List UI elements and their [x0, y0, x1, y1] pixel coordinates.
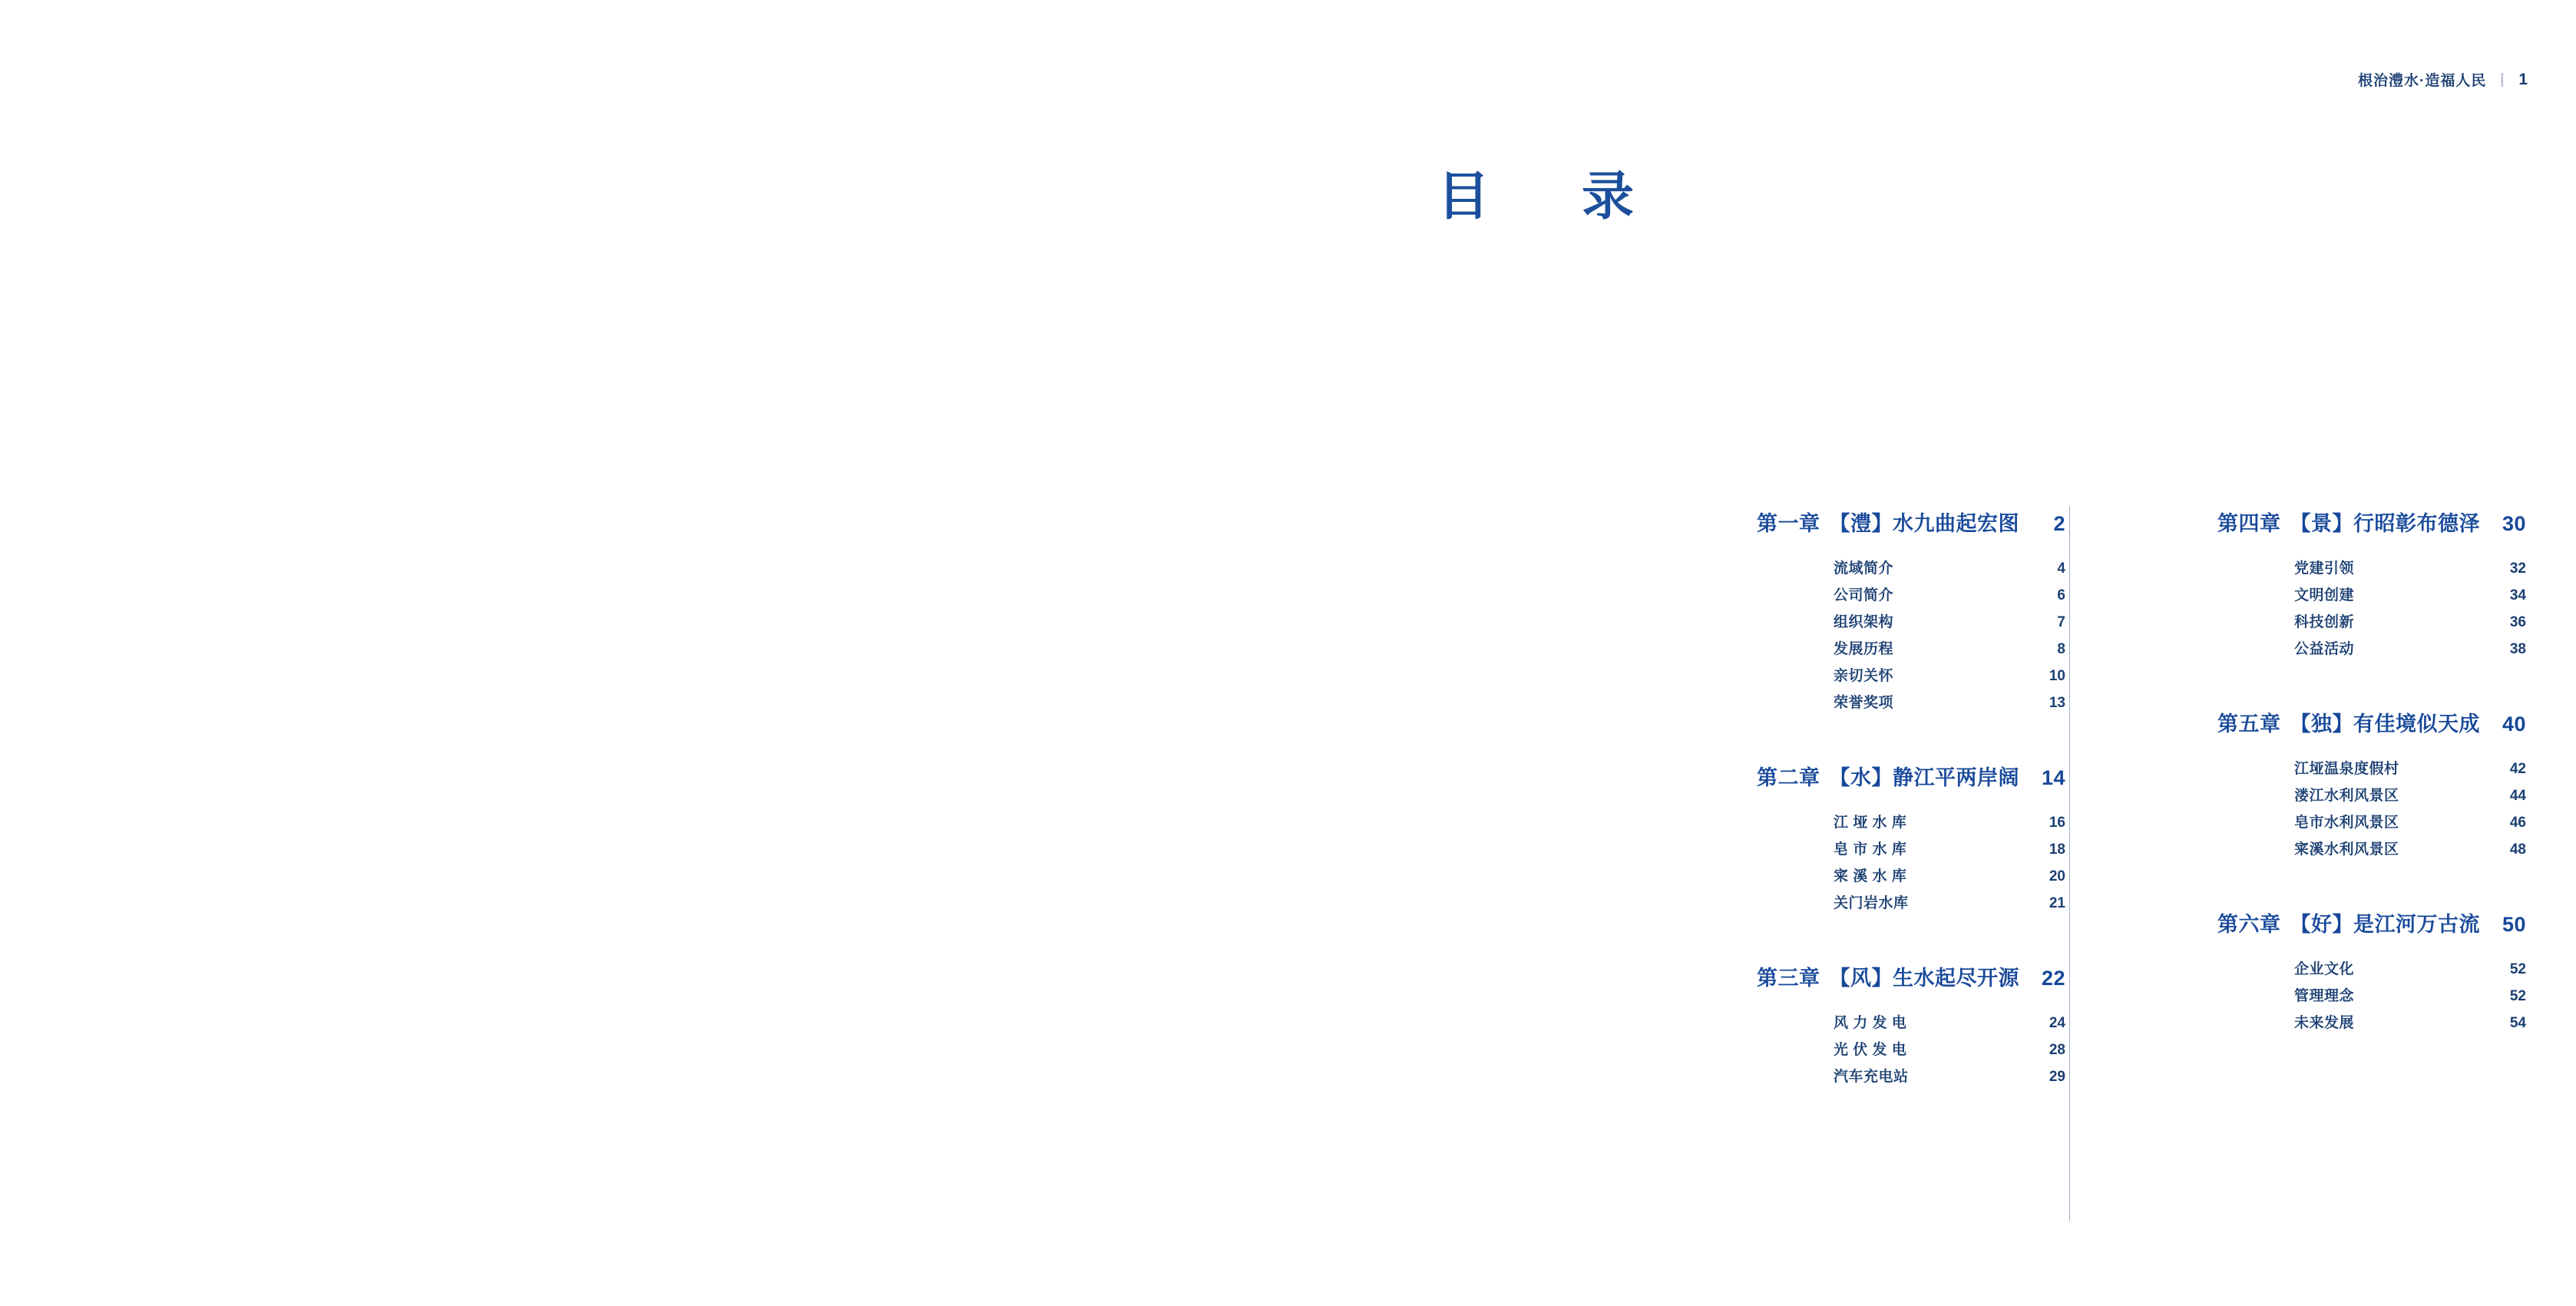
- toc-entry-label: 公益活动: [2294, 641, 2355, 657]
- toc-entry-list: [2111, 956, 2526, 1037]
- toc-entry-label: 江 垭 水 库: [1834, 815, 1907, 831]
- toc-entry-page: 38: [2509, 641, 2526, 657]
- toc-entry[interactable]: [1651, 609, 2065, 636]
- toc-entry-page: 46: [2509, 815, 2526, 831]
- toc-entry-label: 企业文化: [2294, 961, 2355, 977]
- toc-chapter-page: 14: [2041, 766, 2065, 789]
- toc-entry[interactable]: [2111, 755, 2526, 782]
- toc-chapter-page: 22: [2041, 967, 2065, 990]
- toc-entry[interactable]: [2111, 609, 2526, 636]
- toc-chapter[interactable]: [1651, 961, 2065, 1090]
- toc-entry-page: 52: [2509, 961, 2526, 977]
- toc-column-left: [1651, 507, 2065, 1090]
- toc-entry-page: 36: [2509, 614, 2526, 630]
- toc-entry-label: 宷溪水利风景区: [2294, 841, 2399, 858]
- toc-entry-label: 荣誉奖项: [1834, 695, 1894, 711]
- toc-entry-page: 18: [2049, 841, 2065, 858]
- toc-entry[interactable]: [1651, 863, 2065, 890]
- toc-entry[interactable]: [1651, 555, 2065, 582]
- toc-chapter-title: 【好】是江河万古流: [2290, 913, 2480, 936]
- toc-chapter-number: 第五章: [2217, 713, 2281, 736]
- toc-entry-page: 48: [2509, 841, 2526, 858]
- toc-chapter[interactable]: [1651, 507, 2065, 716]
- table-of-contents: [1651, 507, 2534, 1090]
- toc-entry-label: 汽车充电站: [1834, 1069, 1909, 1085]
- toc-chapter-title: 【水】静江平两岸阔: [1829, 766, 2019, 789]
- toc-entry-page: 13: [2049, 695, 2065, 711]
- toc-entry-label: 宷 溪 水 库: [1834, 868, 1907, 884]
- toc-entry-label: 江垭温泉度假村: [2294, 761, 2399, 777]
- toc-chapter[interactable]: [1651, 761, 2065, 917]
- toc-entry[interactable]: [1651, 636, 2065, 663]
- page-title: 目 录: [1437, 167, 1655, 226]
- toc-chapter-page: 50: [2502, 913, 2526, 936]
- toc-entry-page: 4: [2057, 560, 2065, 577]
- toc-entry-label: 党建引领: [2294, 560, 2355, 577]
- toc-chapter-number: 第三章: [1757, 967, 1820, 990]
- toc-entry-page: 42: [2509, 761, 2526, 777]
- toc-entry-label: 发展历程: [1834, 641, 1894, 657]
- toc-entry[interactable]: [2111, 983, 2526, 1010]
- toc-entry[interactable]: [1651, 689, 2065, 716]
- toc-chapter[interactable]: [2111, 908, 2526, 1037]
- toc-entry-page: 34: [2509, 587, 2526, 603]
- toc-entry-page: 10: [2049, 668, 2065, 684]
- toc-entry-label: 文明创建: [2294, 587, 2355, 603]
- toc-chapter-title: 【独】有佳境似天成: [2290, 713, 2480, 736]
- toc-entry-list: [1651, 555, 2065, 716]
- toc-chapter-heading[interactable]: [2111, 507, 2526, 537]
- toc-chapter-page: 40: [2502, 713, 2526, 736]
- toc-entry[interactable]: [2111, 809, 2526, 836]
- toc-entry-page: 16: [2049, 815, 2065, 831]
- toc-entry-page: 6: [2057, 587, 2065, 603]
- toc-entry-label: 科技创新: [2294, 614, 2355, 630]
- toc-entry-label: 未来发展: [2294, 1015, 2355, 1031]
- toc-entry-label: 皂 市 水 库: [1834, 841, 1907, 858]
- toc-chapter-page: 30: [2502, 512, 2526, 535]
- toc-entry-page: 24: [2049, 1015, 2065, 1031]
- toc-entry[interactable]: [2111, 636, 2526, 663]
- toc-entry-list: [1651, 1010, 2065, 1090]
- toc-chapter-heading[interactable]: [1651, 507, 2065, 537]
- toc-chapter-heading[interactable]: [2111, 707, 2526, 737]
- page-number: 1: [2518, 70, 2528, 88]
- toc-chapter-heading[interactable]: [1651, 761, 2065, 791]
- toc-entry-list: [2111, 755, 2526, 863]
- toc-column-right: [2065, 507, 2526, 1090]
- toc-entry[interactable]: [2111, 555, 2526, 582]
- toc-chapter-title: 【景】行昭彰布德泽: [2290, 512, 2480, 535]
- toc-entry[interactable]: [1651, 1037, 2065, 1063]
- toc-chapter-number: 第二章: [1757, 766, 1820, 789]
- toc-entry[interactable]: [2111, 1010, 2526, 1037]
- toc-entry-list: [2111, 555, 2526, 663]
- toc-entry-page: 20: [2049, 868, 2065, 884]
- toc-entry-page: 52: [2509, 988, 2526, 1004]
- toc-chapter-number: 第六章: [2217, 913, 2281, 936]
- toc-entry-page: 28: [2049, 1042, 2065, 1058]
- toc-entry[interactable]: [2111, 836, 2526, 863]
- toc-chapter-number: 第一章: [1757, 512, 1820, 535]
- toc-entry[interactable]: [1651, 836, 2065, 863]
- toc-entry[interactable]: [2111, 582, 2526, 609]
- toc-entry-list: [1651, 809, 2065, 917]
- toc-entry[interactable]: [1651, 1010, 2065, 1037]
- running-header: [2358, 69, 2528, 90]
- toc-entry-label: 关门岩水库: [1834, 895, 1909, 911]
- toc-entry-label: 光 伏 发 电: [1834, 1042, 1907, 1058]
- toc-entry[interactable]: [1651, 582, 2065, 609]
- toc-entry[interactable]: [2111, 956, 2526, 983]
- toc-entry-label: 组织架构: [1834, 614, 1894, 630]
- toc-entry-page: 21: [2049, 895, 2065, 911]
- toc-entry[interactable]: [1651, 1063, 2065, 1090]
- toc-chapter-heading[interactable]: [2111, 908, 2526, 937]
- toc-entry[interactable]: [1651, 890, 2065, 917]
- toc-entry-label: 溇江水利风景区: [2294, 788, 2399, 804]
- toc-entry[interactable]: [1651, 809, 2065, 836]
- toc-chapter-number: 第四章: [2217, 512, 2281, 535]
- toc-chapter-title: 【风】生水起尽开源: [1829, 967, 2019, 990]
- running-header-separator: |: [2500, 71, 2505, 88]
- toc-entry-page: 54: [2509, 1015, 2526, 1031]
- toc-entry-page: 44: [2509, 788, 2526, 804]
- toc-entry-label: 风 力 发 电: [1834, 1015, 1907, 1031]
- toc-chapter-heading[interactable]: [1651, 961, 2065, 991]
- toc-chapter[interactable]: [2111, 707, 2526, 863]
- toc-chapter[interactable]: [2111, 507, 2526, 663]
- toc-chapter-title: 【澧】水九曲起宏图: [1829, 512, 2019, 535]
- toc-entry-label: 亲切关怀: [1834, 668, 1894, 684]
- toc-entry[interactable]: [2111, 782, 2526, 809]
- toc-entry-label: 流域简介: [1834, 560, 1894, 577]
- running-header-text: 根治澧水·造福人民: [2358, 73, 2487, 89]
- toc-entry-label: 公司简介: [1834, 587, 1894, 603]
- toc-entry-label: 皂市水利风景区: [2294, 815, 2399, 831]
- toc-chapter-page: 2: [2053, 512, 2065, 535]
- toc-entry-page: 8: [2057, 641, 2065, 657]
- toc-entry-page: 29: [2049, 1069, 2065, 1085]
- toc-entry[interactable]: [1651, 663, 2065, 689]
- toc-entry-label: 管理理念: [2294, 988, 2355, 1004]
- toc-entry-page: 32: [2509, 560, 2526, 577]
- toc-entry-page: 7: [2057, 614, 2065, 630]
